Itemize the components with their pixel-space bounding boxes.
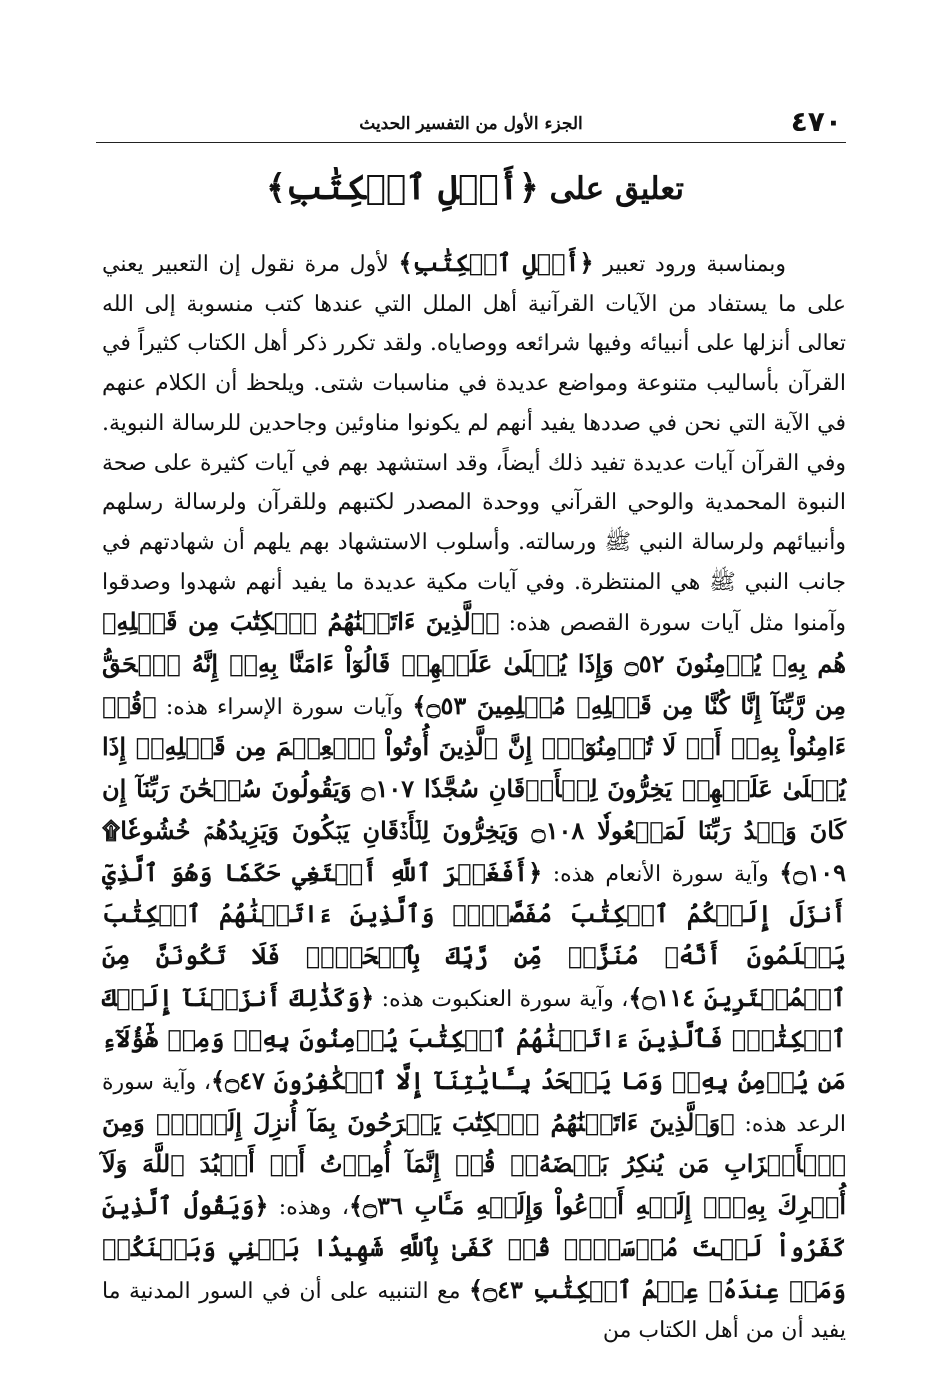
quran-verse-rad-43: ﴿وَيَقُولُ ٱلَّذِينَ كَفَرُواْ لَسۡتَ مُرۡسَلٗاۚ قُلۡ كَفَىٰ بِٱللَّهِ شَهِيدَۢا بَيۡنِي وَبَيۡنَكُمۡ وَمَنۡ عِندَهُۥ عِلۡمُ ٱلۡكِتَٰبِ ۝٤٣﴾: [102, 1191, 846, 1304]
body-text-segment: لأول مرة نقول إن التعبير يعني على ما يستفاد من الآيات القرآنية أهل الملل التي عندها كتب منسوبة إلى الله تعالى أنزلها على أنبيائه وفيها شرائعه ووصاياه. ولقد تكرر ذكر أهل الكتاب كثيراً في القرآن بأساليب متنوعة ومواضع عديدة في مناسبات شتى. ويلحظ أن الكلام عنهم في الآية التي نحن في صددها يفيد أنهم لم يكونوا مناوئين وجاحدين للرسالة النبوية. وفي القرآن آيات عديدة تفيد ذلك أيضاً، وقد استشهد بهم في آيات كثيرة على صحة النبوة المحمدية والوحي القرآني ووحدة المصدر لكتبهم وللقرآن ولرسالة رسلهم وأنبيائهم ولرسالة النبي ﷺ ورسالته. وأسلوب الاستشهاد بهم يلهم أن شهادتهم في جانب النبي ﷺ هي المنتظرة. وفي آيات مكية عديدة ما يفيد أنهم شهدوا وصدقوا وآمنوا مثل آيات سورة القصص هذه:: [102, 252, 847, 637]
quran-verse-anam: ﴿أَفَغَيۡرَ ٱللَّهِ أَبۡتَغِي حَكَمٗا وَهُوَ ٱلَّذِيٓ أَنزَلَ إِلَيۡكُمُ ٱلۡكِتَٰبَ مُفَصَّلٗاۚ وَٱلَّذِينَ ءَاتَيۡنَٰهُمُ ٱلۡكِتَٰبَ يَعۡلَمُونَ أَنَّهُۥ مُنَزَّلٞ مِّن رَّبِّكَ بِٱلۡحَقِّۖ فَلَا تَكُونَنَّ مِنَ ٱلۡمُمۡتَرِينَ ۝١١٤﴾: [102, 857, 846, 1012]
quran-verse-ankabut: ﴿وَكَذَٰلِكَ أَنزَلۡنَآ إِلَيۡكَ ٱلۡكِتَٰبَۚ فَٱلَّذِينَ ءَاتَيۡنَٰهُمُ ٱلۡكِتَٰبَ يُؤۡمِنُونَ بِهِۦۖ وَمِنۡ هَٰٓؤُلَآءِ مَن يُؤۡمِنُ بِهِۦۚ وَمَا يَجۡحَدُ بِـَٔايَٰتِنَآ إِلَّا ٱلۡكَٰفِرُونَ ۝٤٧﴾: [102, 982, 846, 1096]
section-title-prefix: تعليق على: [549, 171, 684, 207]
page-number: ٤٧٠: [790, 105, 842, 138]
quran-verse-qasas: ﴿ٱلَّذِينَ ءَاتَيۡنَٰهُمُ ٱلۡكِتَٰبَ مِن قَبۡلِهِۦ هُم بِهِۦ يُؤۡمِنُونَ ۝٥٢ وَإِذَا يُتۡلَىٰ عَلَيۡهِمۡ قَالُوٓاْ ءَامَنَّا بِهِۦٓ إِنَّهُ ٱلۡحَقُّ مِن رَّبِّنَآ إِنَّا كُنَّا مِن قَبۡلِهِۦ مُسۡلِمِينَ ۝٥٣﴾: [102, 607, 847, 720]
body-text-segment: وبمناسبة ورود تعبير: [593, 252, 786, 277]
body-text-segment: ، وآية سورة العنكبوت هذه:: [374, 986, 629, 1012]
section-title: [120, 164, 830, 213]
section-title-quran-phrase: ﴿أَهۡلِ ٱلۡكِتَٰبِ﴾: [266, 168, 539, 208]
body-text-segment: ، وآية سورة الرعد هذه:: [102, 1070, 846, 1137]
quran-phrase-ahl-al-kitab: ﴿أَهۡلِ ٱلۡكِتَٰبِ﴾: [398, 248, 594, 277]
quran-verse-isra: ﴿قُلۡ ءَامِنُواْ بِهِۦٓ أَوۡ لَا تُؤۡمِنُوٓاْۚ إِنَّ ٱلَّذِينَ أُوتُواْ ٱلۡعِلۡمَ مِن قَبۡلِهِۦٓ إِذَا يُتۡلَىٰ عَلَيۡهِمۡ يَخِرُّونَ لِلۡأَذۡقَانِ سُجَّدٗا ۝١٠٧ وَيَقُولُونَ سُبۡحَٰنَ رَبِّنَآ إِن كَانَ وَعۡدُ رَبِّنَا لَمَفۡعُولٗا ۝١٠٨ وَيَخِرُّونَ لِلۡأَذۡقَانِ يَبۡكُونَ وَيَزِيدُهُمۡ خُشُوعٗا۩ ۝١٠٩﴾: [102, 690, 847, 887]
quran-verse-rad-36: ﴿وَٱلَّذِينَ ءَاتَيۡنَٰهُمُ ٱلۡكِتَٰبَ يَفۡرَحُونَ بِمَآ أُنزِلَ إِلَيۡكَۖ وَمِنَ ٱلۡأَحۡزَابِ مَن يُنكِرُ بَعۡضَهُۥۚ قُلۡ إِنَّمَآ أُمِرۡتُ أَنۡ أَعۡبُدَ ٱللَّهَ وَلَآ أُشۡرِكَ بِهِۦٓۚ إِلَيۡهِ أَدۡعُواْ وَإِلَيۡهِ مَـَٔابِ ۝٣٦﴾: [102, 1107, 847, 1221]
body-text-segment: وآيات سورة الإسراء هذه:: [156, 694, 413, 720]
body-text: [102, 243, 847, 1344]
running-title: الجزء الأول من التفسير الحديث: [359, 114, 583, 134]
body-text-segment: مع التنبيه على أن في السور المدنية ما يفيد أن من أهل الكتاب من: [102, 1278, 846, 1344]
body-text-segment: وآية سورة الأنعام هذه:: [542, 861, 780, 887]
running-header: [96, 106, 846, 143]
body-paragraph: [102, 243, 846, 1351]
body-text-segment: ، وهذه:: [268, 1195, 349, 1221]
